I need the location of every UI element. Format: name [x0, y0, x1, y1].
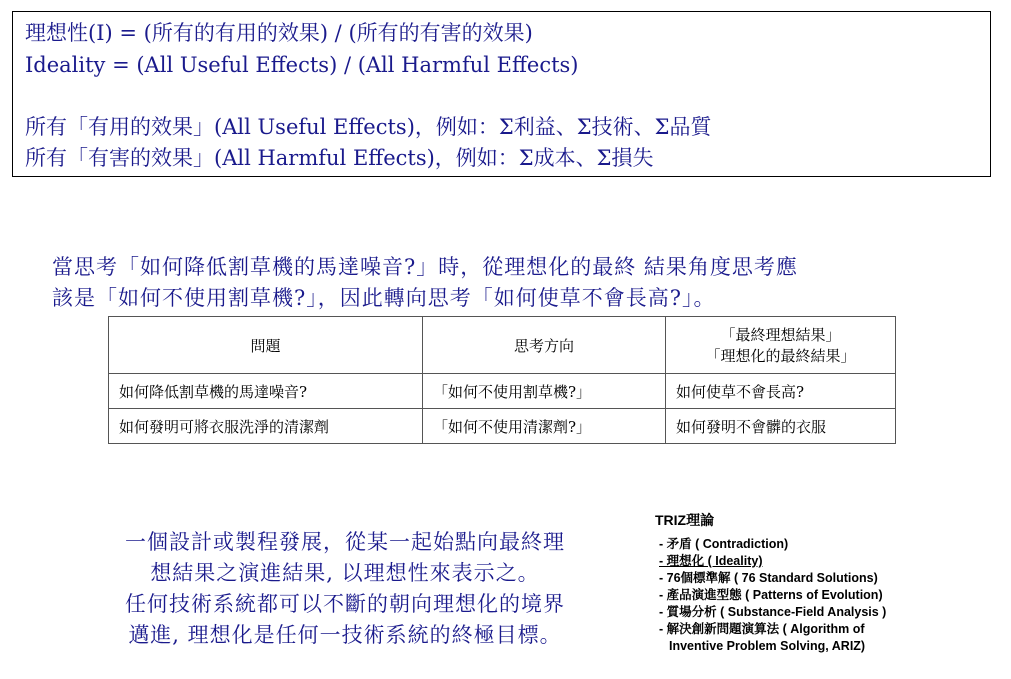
formula-box: [12, 11, 991, 177]
triz-item-contradiction: - 矛盾 ( Contradiction): [659, 537, 789, 551]
table-cell: 如何使草不會長高?: [666, 374, 896, 409]
triz-item-ideality: - 理想化 ( Ideality): [659, 554, 763, 568]
triz-item-patterns-of-evolution: - 產品演進型態 ( Patterns of Evolution): [659, 588, 883, 602]
intro-paragraph: [52, 252, 952, 314]
table-cell: 「如何不使用清潔劑?」: [423, 409, 666, 444]
header-ideal-result-line2: 「理想化的最終結果」: [705, 347, 856, 365]
header-problem: 問題: [109, 317, 423, 374]
formula-line-en: Ideality = (All Useful Effects) / (All Harmful Effects): [25, 53, 579, 77]
summary-line-3: 任何技術系統都可以不斷的朝向理想化的境界: [125, 592, 565, 616]
summary-line-2: 想結果之演進結果, 以理想性來表示之。: [150, 561, 540, 585]
table-cell: 如何發明可將衣服洗淨的清潔劑: [109, 409, 423, 444]
table-cell: 如何降低割草機的馬達噪音?: [109, 374, 423, 409]
table-row: [109, 374, 896, 409]
triz-list: [655, 510, 995, 655]
intro-line-1: 當思考「如何降低割草機的馬達噪音?」時，從理想化的最終 結果角度思考應: [52, 255, 798, 279]
table-cell: 「如何不使用割草機?」: [423, 374, 666, 409]
intro-line-2: 該是「如何不使用割草機?」，因此轉向思考「如何使草不會長高?」。: [52, 286, 716, 310]
table-header-row: [109, 317, 896, 374]
triz-item-substance-field: - 質場分析 ( Substance-Field Analysis ): [659, 605, 887, 619]
table-row: [109, 409, 896, 444]
useful-effects-line: 所有「有用的效果」(All Useful Effects)，例如：Σ利益、Σ技術、Σ品質: [25, 115, 712, 139]
header-ideal-result-line1: 「最終理想結果」: [720, 326, 841, 344]
triz-title: TRIZ理論: [655, 512, 715, 528]
formula-line-zh: 理想性(I) = (所有的有用的效果) / (所有的有害的效果): [25, 21, 533, 45]
table-cell: 如何發明不會髒的衣服: [666, 409, 896, 444]
harmful-effects-line: 所有「有害的效果」(All Harmful Effects)，例如：Σ成本、Σ損失: [25, 146, 654, 170]
summary-line-1: 一個設計或製程發展，從某一起始點向最終理: [125, 530, 565, 554]
triz-item-ariz: - 解決創新問題演算法 ( Algorithm of: [659, 622, 865, 636]
header-direction: 思考方向: [423, 317, 666, 374]
summary-paragraph: [60, 527, 630, 651]
triz-item-ariz-continued: Inventive Problem Solving, ARIZ): [669, 639, 866, 653]
triz-item-standard-solutions: - 76個標準解 ( 76 Standard Solutions): [659, 571, 878, 585]
comparison-table: [108, 316, 896, 444]
summary-line-4: 邁進, 理想化是任何一技術系統的終極目標。: [128, 623, 562, 647]
header-ideal-result: [666, 317, 896, 374]
